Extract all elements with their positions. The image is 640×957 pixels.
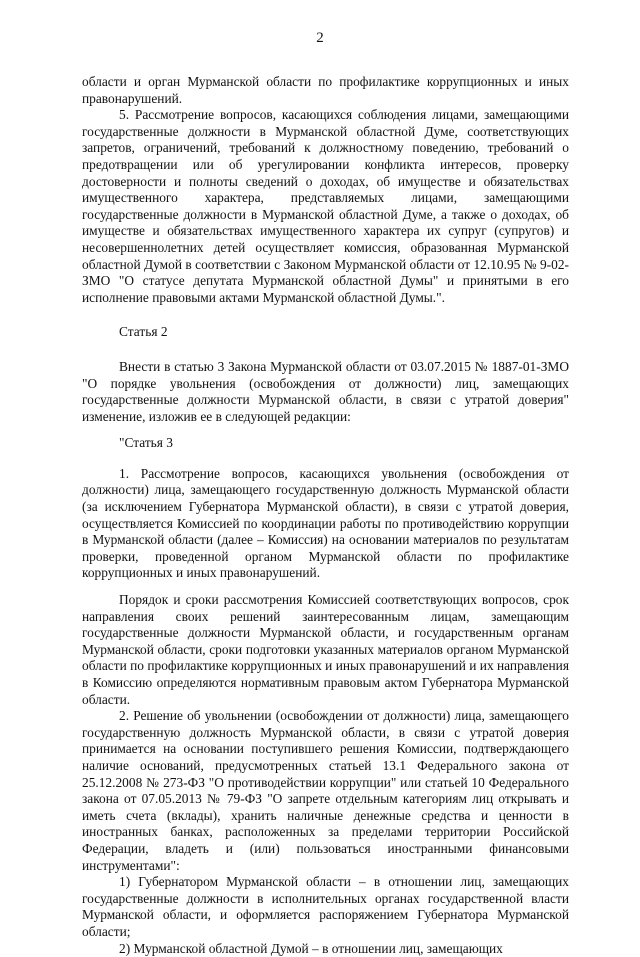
paragraph-procedure: Порядок и сроки рассмотрения Комиссией соответствующих вопросов, срок направления своих решений заинтересованным лицам, замещающим государственные должности Мурманской области, и государственным органам Мурманской области, сроки подготовки указанных материалов органом Мурманской области по профилактике коррупционных и иных правонарушений и их направления в Комиссию определяются нормативным правовым актом Губернатора Мурманской области. [82,592,569,708]
article-2-heading: Статья 2 [82,324,569,341]
document-body [82,74,569,957]
page-number: 2 [0,30,640,46]
article-3-heading: "Статья 3 [82,435,569,452]
paragraph-item-5: 5. Рассмотрение вопросов, касающихся соблюдения лицами, замещающими государственные должности в Мурманской областной Думе, соответствующих запретов, ограничений, требований к должностному поведению, требований о предотвращении или об урегулировании конфликта интересов, проверку достоверности и полноты сведений о доходах, об имуществе и обязательствах имущественного характера, представляемых лицами, замещающими государственные должности в Мурманской областной Думе, а также о доходах, об имуществе и обязательствах имущественного характера их супруг (супругов) и несовершеннолетних детей осуществляет комиссия, образованная Мурманской областной Думой в соответствии с Законом Мурманской области от 12.10.95 № 9-02-ЗМО "О статусе депутата Мурманской областной Думы" и принятыми в его исполнение правовыми актами Мурманской областной Думы.". [82,107,569,306]
paragraph-continuation: области и орган Мурманской области по профилактике коррупционных и иных правонарушений. [82,74,569,107]
paragraph-article-3-item-1: 1. Рассмотрение вопросов, касающихся увольнения (освобождения от должности) лица, замещающего государственную должность Мурманской области (за исключением Губернатора Мурманской области), в связи с утратой доверия, осуществляется Комиссией по координации работы по противодействию коррупции в Мурманской области (далее – Комиссия) на основании материалов по результатам проверки, проведенной органом Мурманской области по профилактике коррупционных и иных правонарушений. [82,466,569,582]
paragraph-subitem-2: 2) Мурманской областной Думой – в отношении лиц, замещающих [82,941,569,957]
paragraph-article-2-text: Внести в статью 3 Закона Мурманской области от 03.07.2015 № 1887-01-ЗМО "О порядке увольнения (освобождения от должности) лиц, замещающих государственные должности Мурманской области, в связи с утратой доверия" изменение, изложив ее в следующей редакции: [82,359,569,425]
paragraph-subitem-1: 1) Губернатором Мурманской области – в отношении лиц, замещающих государственные должности в исполнительных органах государственной власти Мурманской области, и оформляется распоряжением Губернатора Мурманской области; [82,874,569,940]
paragraph-article-3-item-2: 2. Решение об увольнении (освобождении от должности) лица, замещающего государственную должность Мурманской области, в связи с утратой доверия принимается на основании поступившего решения Комиссии, подтверждающего наличие оснований, предусмотренных статьей 13.1 Федерального закона от 25.12.2008 № 273-ФЗ "О противодействии коррупции" или статьей 10 Федерального закона от 07.05.2013 № 79-ФЗ "О запрете отдельным категориям лиц открывать и иметь счета (вклады), хранить наличные денежные средства и ценности в иностранных банках, расположенных за пределами территории Российской Федерации, владеть и (или) пользоваться иностранными финансовыми инструментами": [82,708,569,874]
